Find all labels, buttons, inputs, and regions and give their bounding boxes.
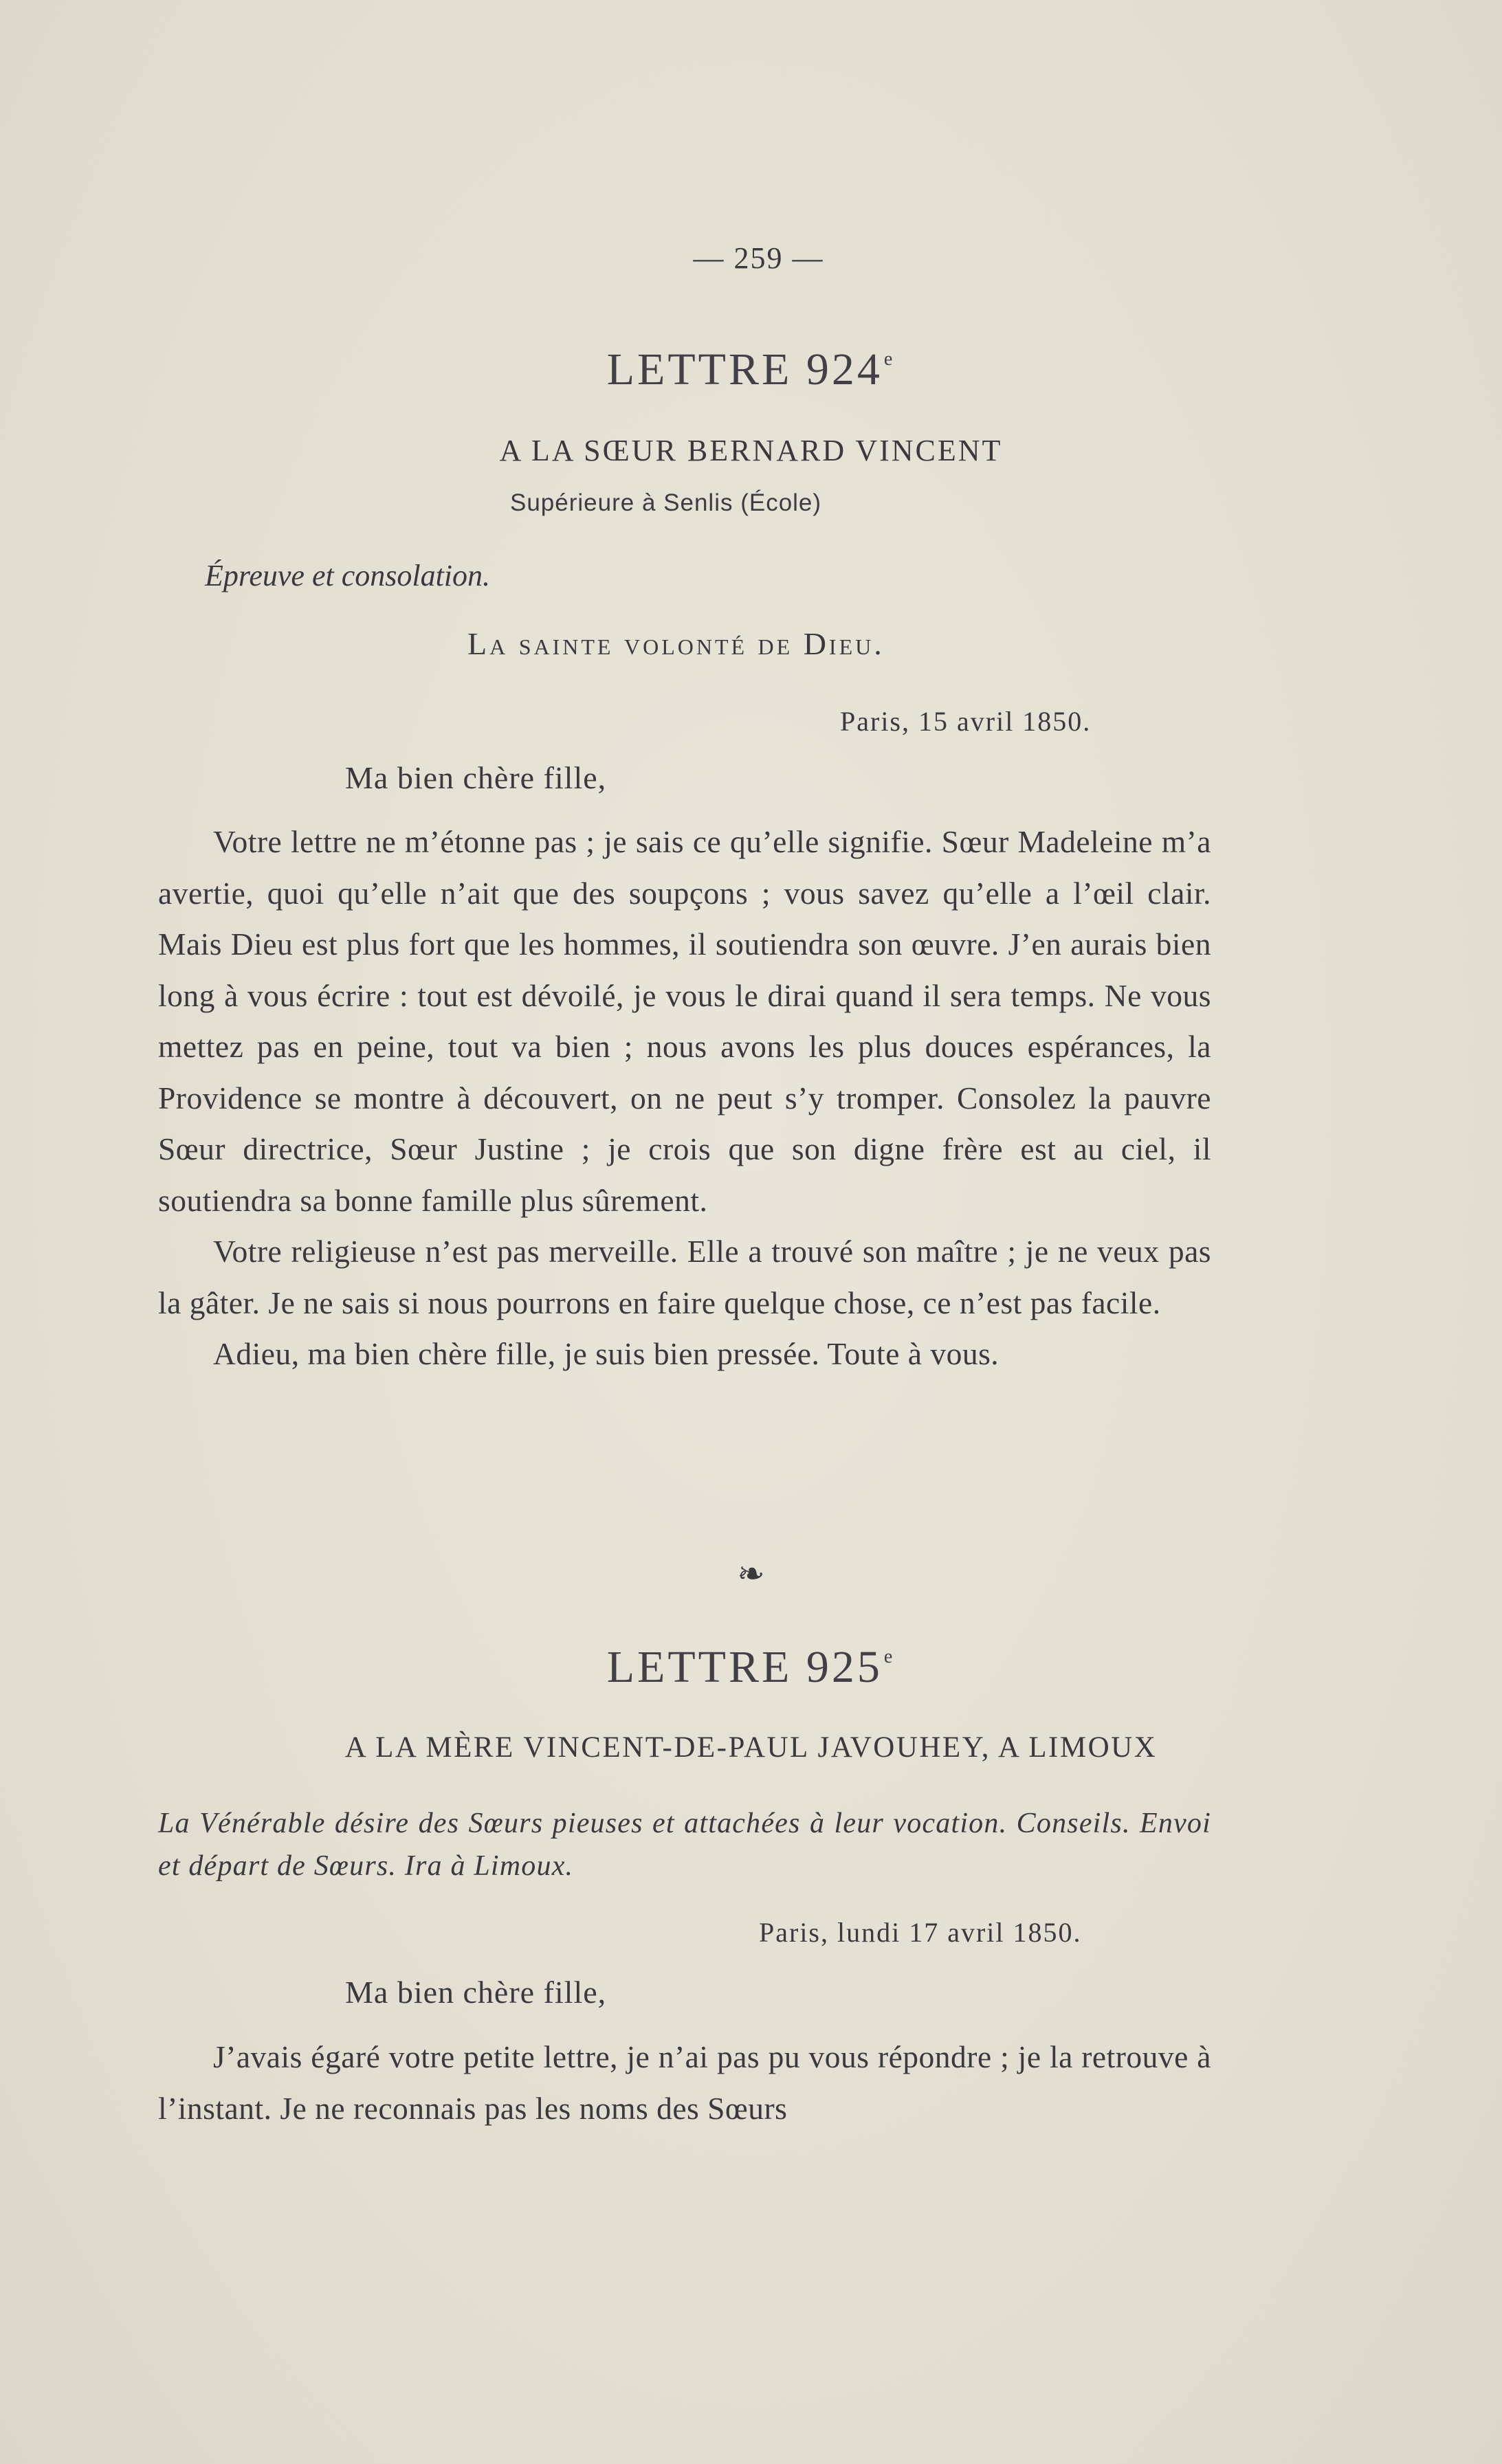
letter-925-dateline: Paris, lundi 17 avril 1850. xyxy=(759,1917,1082,1948)
letter-925-description: La Vénérable désire des Sœurs pieuses et attachées à leur vocation. Conseils. Envoi et départ de Sœurs. Ira à Limoux. xyxy=(158,1808,1211,1882)
letter-924-title-text: LETTRE 924 xyxy=(606,344,883,395)
letter-925-salutation: Ma bien chère fille, xyxy=(345,1975,607,2010)
letter-924-subrecipient: Supérieure à Senlis (École) xyxy=(510,489,822,516)
letter-924-motto: La sainte volonté de Dieu. xyxy=(467,626,885,661)
letter-924-body xyxy=(158,817,1211,1380)
letter-924-paragraph-3: Adieu, ma bien chère fille, je suis bien pressée. Toute à vous. xyxy=(213,1336,1000,1371)
letter-925-title xyxy=(0,1641,1502,1694)
letter-925-title-suffix: e xyxy=(883,1646,896,1667)
letter-924-subject: Épreuve et consolation. xyxy=(205,559,491,592)
letter-925-title-text: LETTRE 925 xyxy=(606,1642,883,1692)
letter-925-recipient: A LA MÈRE VINCENT-DE-PAUL JAVOUHEY, A LIMOUX xyxy=(344,1731,1158,1764)
letter-924-title-suffix: e xyxy=(883,348,896,370)
page-number: — 259 — xyxy=(693,241,824,275)
letter-924-paragraph-2: Votre religieuse n’est pas merveille. Elle a trouvé son maître ; je ne veux pas la gâter. Je ne sais si nous pourrons en faire quelque chose, ce n’est pas facile. xyxy=(158,1234,1211,1320)
letter-924-salutation: Ma bien chère fille, xyxy=(345,760,607,795)
letter-924-title xyxy=(0,344,1502,396)
letter-924-paragraph-1: Votre lettre ne m’étonne pas ; je sais ce qu’elle signifie. Sœur Madeleine m’a avertie, quoi qu’elle n’ait que des soupçons ; vous savez qu’elle a l’œil clair. Mais Dieu est plus fort que les hommes, il soutiendra son œuvre. J’en aurais bien long à vous écrire : tout est dévoilé, je vous le dirai quand il sera temps. Ne vous mettez pas en peine, tout va bien ; nous avons les plus douces espérances, la Providence se montre à découvert, on ne peut s’y tromper. Consolez la pauvre Sœur directrice, Sœur Justine ; je crois que son digne frère est au ciel, il soutiendra sa bonne famille plus sûrement. xyxy=(158,824,1211,1218)
letter-924-dateline: Paris, 15 avril 1850. xyxy=(840,706,1092,737)
letter-924-recipient: A LA SŒUR BERNARD VINCENT xyxy=(499,434,1003,467)
letter-925-paragraph-1: J’avais égaré votre petite lettre, je n’ai pas pu vous répondre ; je la retrouve à l’instant. Je ne reconnais pas les noms des Sœurs xyxy=(158,2039,1211,2126)
letter-925-body xyxy=(158,2032,1211,2134)
section-divider-ornament: ❧ xyxy=(737,1556,765,1592)
